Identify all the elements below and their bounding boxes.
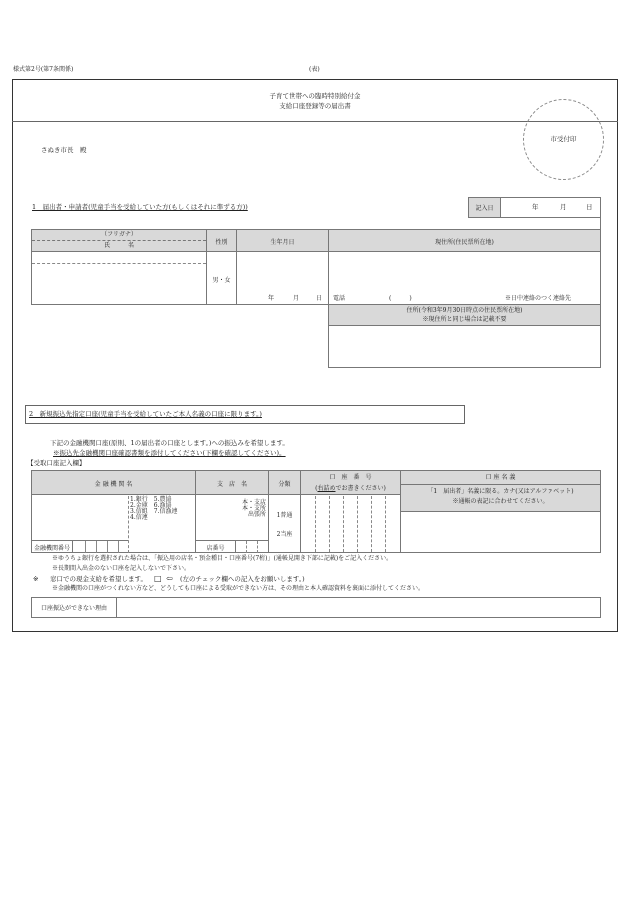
bank-code-label: 金融機関番号: [32, 541, 73, 553]
bank-type-option[interactable]: 2.金庫 6.漁協: [130, 502, 172, 509]
entry-date-day-unit: 日: [586, 203, 593, 211]
branch-code-input[interactable]: [236, 541, 268, 553]
right-align-note: 右詰め: [317, 485, 336, 492]
furigana-divider: [32, 240, 206, 241]
form-title-line1: 子育て世帯への臨時特別給付金: [269, 92, 361, 100]
furigana-input[interactable]: [32, 253, 206, 264]
phone-label: 電話: [333, 295, 346, 302]
entry-date-month-unit: 月: [560, 203, 567, 211]
branch-type-option[interactable]: 出張所: [247, 511, 266, 518]
holder-note1: 「1 届出者」名義に限る。カナ(又はアルファベット): [427, 488, 574, 495]
current-address-input[interactable]: [329, 253, 600, 293]
name-input[interactable]: [32, 265, 206, 305]
bank-name-input[interactable]: [32, 496, 128, 540]
reason-input[interactable]: [118, 598, 600, 617]
cash-request-checkbox[interactable]: □: [154, 574, 162, 583]
col-name: 氏 名: [103, 242, 134, 249]
account-entry-section-label: 【受取口座記入欄】: [27, 459, 86, 467]
reason-label: 口座振込ができない理由: [32, 598, 117, 617]
sex-selector[interactable]: 男・女: [212, 276, 231, 284]
col-address: 現住所(住民票所在地): [435, 238, 494, 246]
col-account-number-note: (右詰めでお書きください): [315, 485, 386, 492]
left-arrow-icon: ⇦: [166, 574, 173, 583]
form-number: 様式第2号(第7条関係): [13, 66, 74, 73]
account-number-input[interactable]: [301, 496, 400, 552]
cash-request-text: 窓口での現金支給を希望します。: [50, 575, 147, 583]
col-account-number: 口 座 番 号: [329, 474, 372, 481]
table-edge-line: [600, 217, 601, 229]
account-holder-input[interactable]: [401, 513, 600, 552]
holder-note2: ※通帳の表記に合わせてください。: [452, 498, 549, 505]
cash-request-mark: ※: [33, 575, 39, 583]
col-account-type: 分類: [278, 480, 291, 488]
branch-type-option[interactable]: 本・支所: [241, 505, 266, 512]
col-branch-name: 支 店 名: [216, 480, 247, 488]
transfer-instruction: 下記の金融機関口座(原則、1の届出者の口座とします。)への振込みを希望します。: [50, 439, 289, 447]
bank-type-option[interactable]: 1.銀行 5.農協: [130, 496, 172, 503]
section1-heading: 1 届出者・申請者(児童手当を受給していた方(もしくはそれに準ずる方)): [32, 203, 248, 211]
old-address-note: ※現住所と同じ場合は記載不要: [422, 316, 507, 323]
cash-request-hint: (左のチェック欄への記入をお願いします。): [180, 575, 305, 583]
birth-year-unit: 年: [268, 295, 275, 302]
branch-code-label: 店番号: [196, 541, 236, 553]
col-birthdate: 生年月日: [270, 238, 295, 246]
account-type-ordinary[interactable]: 1普通: [276, 512, 293, 519]
entry-date-label: 記入日: [469, 198, 501, 217]
branch-type-options: [196, 500, 266, 518]
col-furigana: （フリガナ）: [101, 231, 137, 238]
old-address-label: 住所(令和3年9月30日時点の住民票所在地): [406, 307, 523, 314]
entry-date-year-unit: 年: [532, 203, 539, 211]
col-bank-name: 金 融 機 関 名: [94, 480, 133, 488]
dormant-account-note: ※長期間入出金のない口座を記入しないで下さい。: [52, 565, 191, 572]
attachment-instruction: ※振込先金融機関口座確認書類を添付してください(下欄を確認してください)。: [53, 449, 286, 457]
phone-note: ※日中連絡のつく連絡先: [505, 295, 572, 302]
branch-type-option[interactable]: 本・支店: [241, 499, 266, 506]
form-title-line2: 支給口座登録等の届出書: [279, 102, 351, 110]
old-address-input[interactable]: [329, 327, 600, 367]
bank-type-divider: [128, 496, 129, 553]
birth-month-unit: 月: [293, 295, 300, 302]
addressee: さぬき市長 殿: [41, 146, 87, 154]
col-sex: 性別: [215, 238, 228, 246]
account-type-checking[interactable]: 2当座: [276, 531, 293, 538]
section2-heading: 2 新規振込先指定口座(児童手当を受給していたご本人名義の口座に限ります。): [29, 410, 262, 418]
col-account-holder: 口 座 名 義: [485, 474, 516, 481]
birth-day-unit: 日: [316, 295, 323, 302]
yucho-note: ※ゆうちょ銀行を選択された場合は、「振込用の店名・預金種目・口座番号(7桁)」(通帳見開き下部に記載)をご記入ください。: [52, 555, 393, 562]
reception-stamp-label: 市受付印: [550, 135, 577, 143]
bank-type-option[interactable]: 4.信連: [130, 514, 148, 521]
write-note: でお書きください: [335, 485, 384, 492]
bank-type-option[interactable]: 3.信組 7.信漁連: [130, 508, 178, 515]
side-label: (表): [309, 66, 320, 73]
bank-type-options: [130, 497, 177, 521]
birthdate-input[interactable]: [237, 253, 328, 305]
bank-code-input[interactable]: [73, 541, 128, 553]
phone-area-code[interactable]: ( ): [389, 295, 412, 302]
no-account-note: ※金融機関の口座がつくれない方など、どうしても口座による受取ができない方は、その理由と本人確認資料を裏面に添付してください。: [52, 585, 425, 592]
